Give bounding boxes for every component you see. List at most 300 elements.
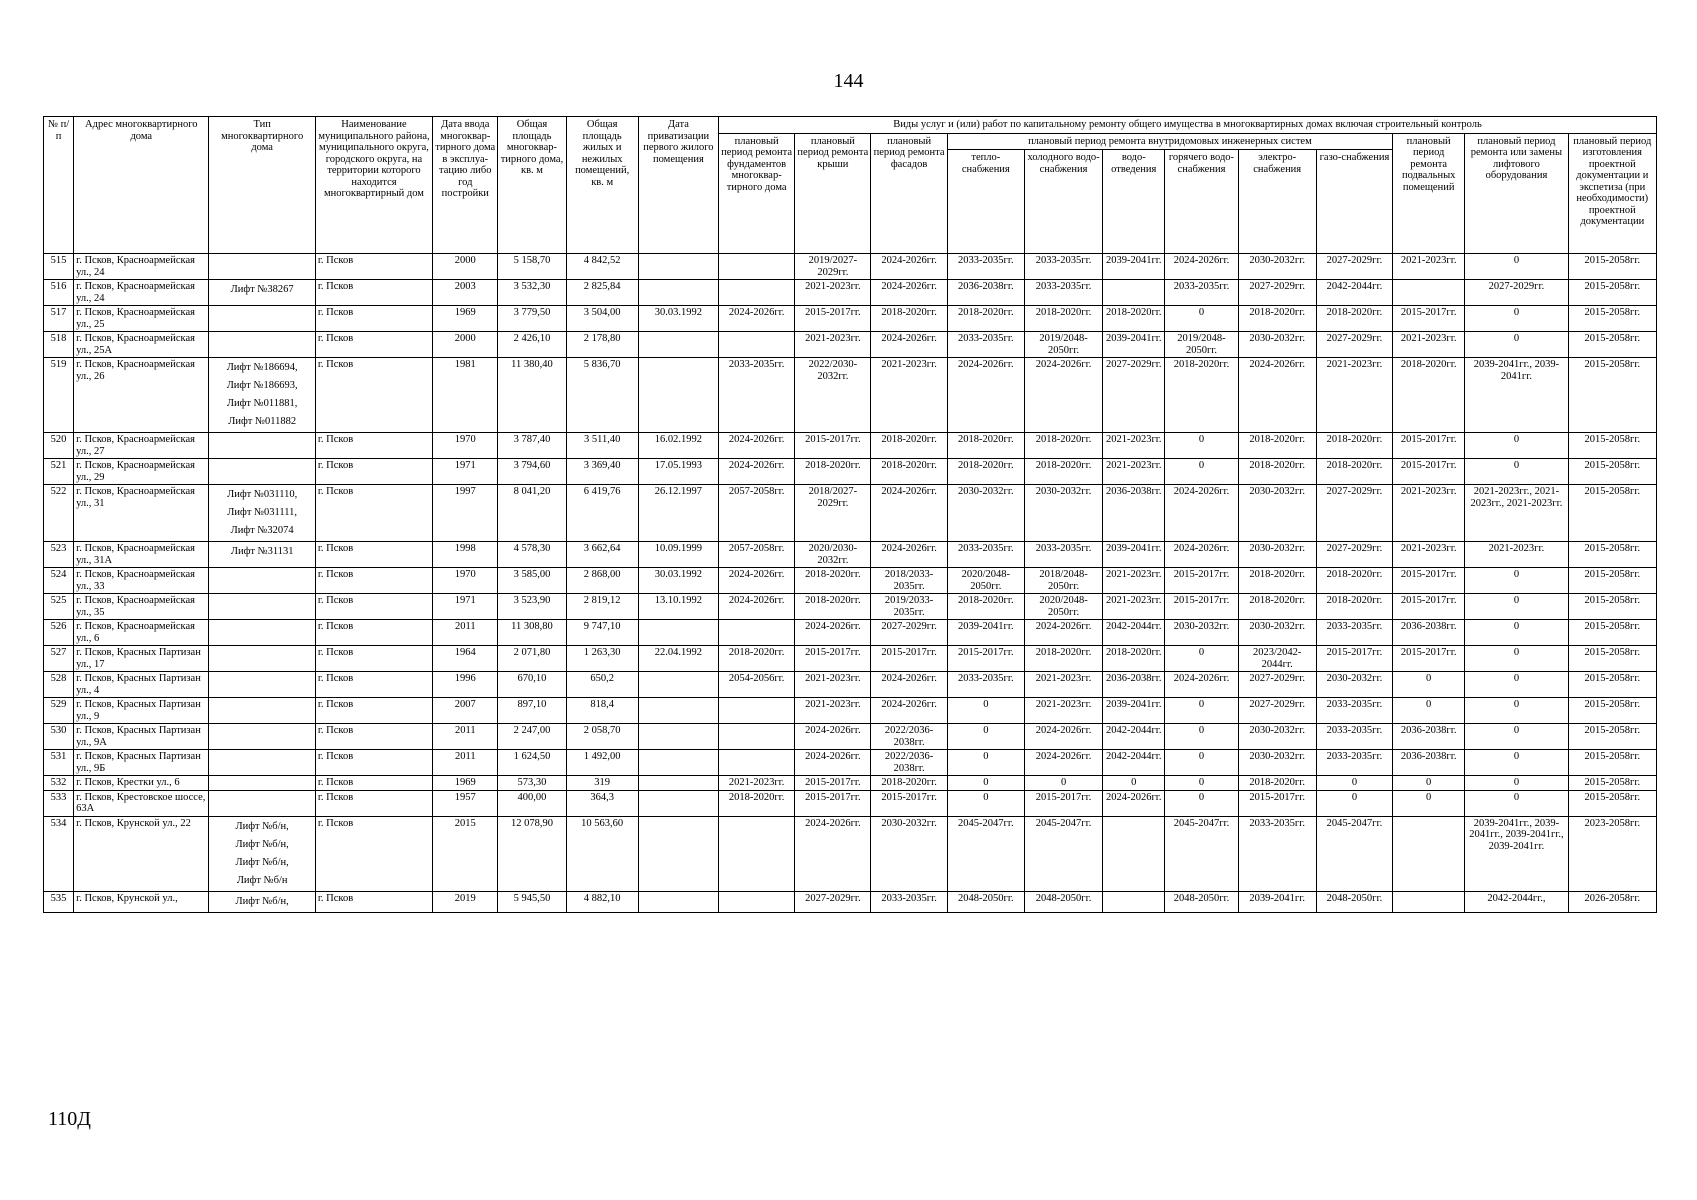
foundation-cell: 2024-2026гг. [719, 594, 795, 620]
cold-water-cell: 2033-2035гг. [1024, 280, 1102, 306]
address-cell: г. Псков, Красноармейская ул., 31А [74, 542, 209, 568]
sewer-cell: 2021-2023гг. [1103, 459, 1165, 485]
municipality-cell: г. Псков [315, 594, 432, 620]
municipality-cell: г. Псков [315, 254, 432, 280]
lift-entry: Лифт №031111, [227, 507, 298, 518]
facade-cell: 2024-2026гг. [871, 332, 947, 358]
gas-supply-cell: 2027-2029гг. [1316, 485, 1392, 542]
residential-area-cell: 3 511,40 [566, 433, 638, 459]
electric-supply-cell: 2027-2029гг. [1238, 280, 1316, 306]
heat-supply-cell: 2018-2020гг. [947, 306, 1024, 332]
lift-entry: Лифт №б/н [236, 874, 288, 886]
roof-cell: 2024-2026гг. [795, 620, 871, 646]
lift-entry: Лифт №б/н, [235, 820, 289, 832]
roof-cell: 2021-2023гг. [795, 672, 871, 698]
municipality-cell: г. Псков [315, 459, 432, 485]
hot-water-cell: 2015-2017гг. [1165, 594, 1238, 620]
residential-area-cell: 3 369,40 [566, 459, 638, 485]
header-municipality: Наименование муниципального района, муниципального округа, городского округа, на территории которого находится многоквартирный дом [315, 117, 432, 254]
gas-supply-cell: 2033-2035гг. [1316, 698, 1392, 724]
facade-cell: 2018-2020гг. [871, 776, 947, 791]
privatization-date-cell [638, 891, 718, 912]
municipality-cell: г. Псков [315, 698, 432, 724]
row-number: 529 [44, 698, 74, 724]
elevator-cell: 0 [1465, 724, 1568, 750]
cold-water-cell: 2018-2020гг. [1024, 306, 1102, 332]
sewer-cell: 2021-2023гг. [1103, 568, 1165, 594]
cold-water-cell: 2018/2048-2050гг. [1024, 568, 1102, 594]
address-cell: г. Псков, Красноармейская ул., 25 [74, 306, 209, 332]
total-area-cell: 2 247,00 [498, 724, 566, 750]
heat-supply-cell: 2033-2035гг. [947, 672, 1024, 698]
table-row [44, 280, 1657, 306]
facade-cell: 2024-2026гг. [871, 698, 947, 724]
hot-water-cell: 0 [1165, 646, 1238, 672]
address-cell: г. Псков, Красноармейская ул., 35 [74, 594, 209, 620]
foundation-cell [719, 280, 795, 306]
privatization-date-cell [638, 332, 718, 358]
row-number: 531 [44, 750, 74, 776]
hot-water-cell: 0 [1165, 433, 1238, 459]
documentation-cell: 2015-2058гг. [1568, 750, 1656, 776]
privatization-date-cell [638, 672, 718, 698]
privatization-date-cell: 30.03.1992 [638, 568, 718, 594]
hot-water-cell: 2024-2026гг. [1165, 254, 1238, 280]
documentation-cell: 2026-2058гг. [1568, 891, 1656, 912]
sewer-cell: 2039-2041гг. [1103, 542, 1165, 568]
commission-year-cell: 2015 [433, 816, 498, 891]
documentation-cell: 2023-2058гг. [1568, 816, 1656, 891]
address-cell: г. Псков, Крестки ул., 6 [74, 776, 209, 791]
commission-year-cell: 2011 [433, 724, 498, 750]
basement-cell: 0 [1393, 776, 1465, 791]
row-number: 515 [44, 254, 74, 280]
privatization-date-cell [638, 358, 718, 433]
house-type-cell [209, 542, 315, 568]
commission-year-cell: 2011 [433, 750, 498, 776]
residential-area-cell: 9 747,10 [566, 620, 638, 646]
foundation-cell: 2057-2058гг. [719, 485, 795, 542]
municipality-cell: г. Псков [315, 646, 432, 672]
address-cell: г. Псков, Красноармейская ул., 24 [74, 280, 209, 306]
hot-water-cell: 0 [1165, 776, 1238, 791]
elevator-cell: 0 [1465, 620, 1568, 646]
sewer-cell: 2036-2038гг. [1103, 672, 1165, 698]
elevator-cell: 0 [1465, 594, 1568, 620]
commission-year-cell: 2000 [433, 332, 498, 358]
total-area-cell: 12 078,90 [498, 816, 566, 891]
house-type-cell [209, 594, 315, 620]
municipality-cell: г. Псков [315, 776, 432, 791]
residential-area-cell: 319 [566, 776, 638, 791]
header-elevator: плановый период ремонта или замены лифтового оборудования [1465, 133, 1568, 254]
privatization-date-cell [638, 280, 718, 306]
roof-cell: 2020/2030-2032гг. [795, 542, 871, 568]
sewer-cell: 2039-2041гг. [1103, 698, 1165, 724]
heat-supply-cell: 2015-2017гг. [947, 646, 1024, 672]
gas-supply-cell: 2033-2035гг. [1316, 750, 1392, 776]
cold-water-cell: 2020/2048-2050гг. [1024, 594, 1102, 620]
address-cell: г. Псков, Красноармейская ул., 27 [74, 433, 209, 459]
address-cell: г. Псков, Красных Партизан ул., 9 [74, 698, 209, 724]
sewer-cell: 2042-2044гг. [1103, 750, 1165, 776]
foundation-cell: 2024-2026гг. [719, 459, 795, 485]
total-area-cell: 670,10 [498, 672, 566, 698]
header-systems-group: плановый период ремонта внутридомовых инженерных систем [947, 133, 1392, 150]
roof-cell: 2015-2017гг. [795, 306, 871, 332]
heat-supply-cell: 0 [947, 724, 1024, 750]
row-number: 530 [44, 724, 74, 750]
municipality-cell: г. Псков [315, 358, 432, 433]
roof-cell: 2024-2026гг. [795, 816, 871, 891]
privatization-date-cell: 17.05.1993 [638, 459, 718, 485]
privatization-date-cell [638, 254, 718, 280]
roof-cell: 2018-2020гг. [795, 568, 871, 594]
facade-cell: 2018-2020гг. [871, 306, 947, 332]
gas-supply-cell: 2021-2023гг. [1316, 358, 1392, 433]
house-type-cell [209, 724, 315, 750]
municipality-cell: г. Псков [315, 542, 432, 568]
privatization-date-cell [638, 620, 718, 646]
basement-cell: 2036-2038гг. [1393, 750, 1465, 776]
gas-supply-cell: 0 [1316, 776, 1392, 791]
electric-supply-cell: 2027-2029гг. [1238, 672, 1316, 698]
electric-supply-cell: 2030-2032гг. [1238, 254, 1316, 280]
commission-year-cell: 2000 [433, 254, 498, 280]
elevator-cell: 2021-2023гг. [1465, 542, 1568, 568]
gas-supply-cell: 2018-2020гг. [1316, 459, 1392, 485]
hot-water-cell: 0 [1165, 724, 1238, 750]
table-row [44, 750, 1657, 776]
documentation-cell: 2015-2058гг. [1568, 776, 1656, 791]
sewer-cell: 0 [1103, 776, 1165, 791]
table-row [44, 485, 1657, 542]
header-heat: тепло-снабжения [947, 150, 1024, 254]
basement-cell: 0 [1393, 672, 1465, 698]
sewer-cell [1103, 280, 1165, 306]
basement-cell: 2021-2023гг. [1393, 485, 1465, 542]
total-area-cell: 400,00 [498, 790, 566, 816]
electric-supply-cell: 2018-2020гг. [1238, 459, 1316, 485]
basement-cell: 2015-2017гг. [1393, 433, 1465, 459]
lift-entry: Лифт №32074 [230, 525, 294, 536]
privatization-date-cell: 22.04.1992 [638, 646, 718, 672]
house-type-cell [209, 891, 315, 912]
cold-water-cell: 2024-2026гг. [1024, 358, 1102, 433]
electric-supply-cell: 2030-2032гг. [1238, 750, 1316, 776]
house-type-cell [209, 433, 315, 459]
facade-cell: 2030-2032гг. [871, 816, 947, 891]
commission-year-cell: 1997 [433, 485, 498, 542]
gas-supply-cell: 2045-2047гг. [1316, 816, 1392, 891]
total-area-cell: 4 578,30 [498, 542, 566, 568]
heat-supply-cell: 2018-2020гг. [947, 433, 1024, 459]
basement-cell: 2015-2017гг. [1393, 459, 1465, 485]
house-type-cell [209, 750, 315, 776]
table-row [44, 433, 1657, 459]
foundation-cell: 2024-2026гг. [719, 433, 795, 459]
house-type-cell [209, 568, 315, 594]
table-row [44, 332, 1657, 358]
elevator-cell: 0 [1465, 332, 1568, 358]
row-number: 525 [44, 594, 74, 620]
commission-year-cell: 1969 [433, 306, 498, 332]
elevator-cell: 2039-2041гг., 2039-2041гг. [1465, 358, 1568, 433]
documentation-cell: 2015-2058гг. [1568, 568, 1656, 594]
heat-supply-cell: 2018-2020гг. [947, 594, 1024, 620]
house-type-cell [209, 698, 315, 724]
cold-water-cell: 2018-2020гг. [1024, 646, 1102, 672]
documentation-cell: 2015-2058гг. [1568, 306, 1656, 332]
cold-water-cell: 2019/2048-2050гг. [1024, 332, 1102, 358]
lift-entry: Лифт №186693, [226, 380, 298, 391]
lift-entry: Лифт №б/н, [235, 838, 289, 850]
address-cell: г. Псков, Красноармейская ул., 26 [74, 358, 209, 433]
row-number: 520 [44, 433, 74, 459]
foundation-cell: 2033-2035гг. [719, 358, 795, 433]
facade-cell: 2018/2033-2035гг. [871, 568, 947, 594]
residential-area-cell: 5 836,70 [566, 358, 638, 433]
privatization-date-cell [638, 750, 718, 776]
total-area-cell: 8 041,20 [498, 485, 566, 542]
house-type-cell [209, 459, 315, 485]
total-area-cell: 3 523,90 [498, 594, 566, 620]
documentation-cell: 2015-2058гг. [1568, 620, 1656, 646]
row-number: 522 [44, 485, 74, 542]
sewer-cell: 2036-2038гг. [1103, 485, 1165, 542]
gas-supply-cell: 2033-2035гг. [1316, 620, 1392, 646]
facade-cell: 2027-2029гг. [871, 620, 947, 646]
documentation-cell: 2015-2058гг. [1568, 459, 1656, 485]
facade-cell: 2015-2017гг. [871, 790, 947, 816]
hot-water-cell: 0 [1165, 698, 1238, 724]
foundation-cell [719, 724, 795, 750]
lift-entry: Лифт №011882 [228, 416, 297, 427]
residential-area-cell: 2 819,12 [566, 594, 638, 620]
header-basement: плановый период ремонта подвальных помещений [1393, 133, 1465, 254]
house-type-cell [209, 620, 315, 646]
sewer-cell: 2024-2026гг. [1103, 790, 1165, 816]
row-number: 518 [44, 332, 74, 358]
address-cell: г. Псков, Красноармейская ул., 31 [74, 485, 209, 542]
table-body [44, 254, 1657, 913]
house-type-cell [209, 485, 315, 542]
house-type-cell [209, 776, 315, 791]
elevator-cell: 0 [1465, 646, 1568, 672]
house-type-cell [209, 254, 315, 280]
total-area-cell: 3 787,40 [498, 433, 566, 459]
header-privatization-date: Дата приватизации первого жилого помещения [638, 117, 718, 254]
electric-supply-cell: 2024-2026гг. [1238, 358, 1316, 433]
sewer-cell: 2021-2023гг. [1103, 433, 1165, 459]
elevator-cell: 0 [1465, 776, 1568, 791]
basement-cell: 2021-2023гг. [1393, 254, 1465, 280]
table-row [44, 646, 1657, 672]
electric-supply-cell: 2030-2032гг. [1238, 620, 1316, 646]
basement-cell [1393, 891, 1465, 912]
roof-cell: 2024-2026гг. [795, 724, 871, 750]
electric-supply-cell: 2027-2029гг. [1238, 698, 1316, 724]
hot-water-cell: 0 [1165, 459, 1238, 485]
lift-entry: Лифт №б/н, [235, 856, 289, 868]
row-number: 532 [44, 776, 74, 791]
row-number: 528 [44, 672, 74, 698]
hot-water-cell: 0 [1165, 750, 1238, 776]
residential-area-cell: 4 882,10 [566, 891, 638, 912]
table-row [44, 459, 1657, 485]
header-foundation: плановый период ремонта фундаментов многоквар-тирного дома [719, 133, 795, 254]
gas-supply-cell: 2018-2020гг. [1316, 568, 1392, 594]
cold-water-cell: 2021-2023гг. [1024, 698, 1102, 724]
address-cell: г. Псков, Крунской ул., 22 [74, 816, 209, 891]
gas-supply-cell: 2018-2020гг. [1316, 594, 1392, 620]
roof-cell: 2021-2023гг. [795, 332, 871, 358]
row-number: 519 [44, 358, 74, 433]
address-cell: г. Псков, Красных Партизан ул., 9Б [74, 750, 209, 776]
heat-supply-cell: 2033-2035гг. [947, 542, 1024, 568]
sewer-cell: 2042-2044гг. [1103, 620, 1165, 646]
residential-area-cell: 2 825,84 [566, 280, 638, 306]
house-type-cell [209, 646, 315, 672]
row-number: 534 [44, 816, 74, 891]
elevator-cell: 0 [1465, 672, 1568, 698]
privatization-date-cell [638, 776, 718, 791]
electric-supply-cell: 2018-2020гг. [1238, 306, 1316, 332]
hot-water-cell: 2019/2048-2050гг. [1165, 332, 1238, 358]
residential-area-cell: 10 563,60 [566, 816, 638, 891]
total-area-cell: 2 426,10 [498, 332, 566, 358]
cold-water-cell: 2018-2020гг. [1024, 433, 1102, 459]
commission-year-cell: 1969 [433, 776, 498, 791]
total-area-cell: 5 158,70 [498, 254, 566, 280]
documentation-cell: 2015-2058гг. [1568, 433, 1656, 459]
commission-year-cell: 1996 [433, 672, 498, 698]
table-row [44, 358, 1657, 433]
sewer-cell: 2042-2044гг. [1103, 724, 1165, 750]
heat-supply-cell: 2018-2020гг. [947, 459, 1024, 485]
row-number: 527 [44, 646, 74, 672]
residential-area-cell: 1 263,30 [566, 646, 638, 672]
documentation-cell: 2015-2058гг. [1568, 280, 1656, 306]
facade-cell: 2024-2026гг. [871, 280, 947, 306]
basement-cell: 2021-2023гг. [1393, 542, 1465, 568]
foundation-cell: 2024-2026гг. [719, 568, 795, 594]
municipality-cell: г. Псков [315, 750, 432, 776]
sewer-cell: 2018-2020гг. [1103, 306, 1165, 332]
documentation-cell: 2015-2058гг. [1568, 358, 1656, 433]
documentation-cell: 2015-2058гг. [1568, 594, 1656, 620]
hot-water-cell: 2018-2020гг. [1165, 358, 1238, 433]
heat-supply-cell: 0 [947, 790, 1024, 816]
privatization-date-cell: 10.09.1999 [638, 542, 718, 568]
roof-cell: 2015-2017гг. [795, 433, 871, 459]
electric-supply-cell: 2015-2017гг. [1238, 790, 1316, 816]
residential-area-cell: 1 492,00 [566, 750, 638, 776]
privatization-date-cell: 26.12.1997 [638, 485, 718, 542]
lift-entry: Лифт №31131 [230, 546, 294, 557]
hot-water-cell: 0 [1165, 790, 1238, 816]
header-cold-water: холодного водо-снабжения [1024, 150, 1102, 254]
header-hot-water: горячего водо-снабжения [1165, 150, 1238, 254]
privatization-date-cell: 30.03.1992 [638, 306, 718, 332]
address-cell: г. Псков, Красноармейская ул., 6 [74, 620, 209, 646]
foundation-cell: 2054-2056гг. [719, 672, 795, 698]
residential-area-cell: 2 178,80 [566, 332, 638, 358]
heat-supply-cell: 2033-2035гг. [947, 332, 1024, 358]
house-type-cell [209, 790, 315, 816]
header-address: Адрес многоквартирного дома [74, 117, 209, 254]
address-cell: г. Псков, Красноармейская ул., 24 [74, 254, 209, 280]
roof-cell: 2022/2030-2032гг. [795, 358, 871, 433]
gas-supply-cell: 2033-2035гг. [1316, 724, 1392, 750]
electric-supply-cell: 2023/2042-2044гг. [1238, 646, 1316, 672]
table-row [44, 698, 1657, 724]
municipality-cell: г. Псков [315, 790, 432, 816]
roof-cell: 2015-2017гг. [795, 646, 871, 672]
hot-water-cell: 0 [1165, 306, 1238, 332]
residential-area-cell: 2 058,70 [566, 724, 638, 750]
foundation-cell [719, 620, 795, 646]
cold-water-cell: 2024-2026гг. [1024, 620, 1102, 646]
lift-entry: Лифт №031110, [227, 489, 298, 500]
sewer-cell: 2027-2029гг. [1103, 358, 1165, 433]
gas-supply-cell: 2030-2032гг. [1316, 672, 1392, 698]
total-area-cell: 3 585,00 [498, 568, 566, 594]
table-row [44, 568, 1657, 594]
electric-supply-cell: 2018-2020гг. [1238, 568, 1316, 594]
roof-cell: 2024-2026гг. [795, 750, 871, 776]
foundation-cell: 2021-2023гг. [719, 776, 795, 791]
gas-supply-cell: 2042-2044гг. [1316, 280, 1392, 306]
cold-water-cell: 2033-2035гг. [1024, 254, 1102, 280]
gas-supply-cell: 2018-2020гг. [1316, 306, 1392, 332]
header-type: Тип многоквартирного дома [209, 117, 315, 254]
heat-supply-cell: 0 [947, 698, 1024, 724]
cold-water-cell: 2048-2050гг. [1024, 891, 1102, 912]
facade-cell: 2024-2026гг. [871, 672, 947, 698]
total-area-cell: 2 071,80 [498, 646, 566, 672]
house-type-cell [209, 332, 315, 358]
foundation-cell: 2018-2020гг. [719, 646, 795, 672]
commission-year-cell: 1981 [433, 358, 498, 433]
residential-area-cell: 818,4 [566, 698, 638, 724]
municipality-cell: г. Псков [315, 433, 432, 459]
table-row [44, 254, 1657, 280]
municipality-cell: г. Псков [315, 485, 432, 542]
header-total-area: Общая площадь многоквар-тирного дома, кв. м [498, 117, 566, 254]
elevator-cell: 0 [1465, 254, 1568, 280]
heat-supply-cell: 2020/2048-2050гг. [947, 568, 1024, 594]
header-electric: электро-снабжения [1238, 150, 1316, 254]
header-docs: плановый период изготовления проектной документации и экспетиза (при необходимости) проектной документации [1568, 133, 1656, 254]
cold-water-cell: 2015-2017гг. [1024, 790, 1102, 816]
commission-year-cell: 1970 [433, 433, 498, 459]
basement-cell: 2015-2017гг. [1393, 646, 1465, 672]
total-area-cell: 3 794,60 [498, 459, 566, 485]
row-number: 535 [44, 891, 74, 912]
heat-supply-cell: 2024-2026гг. [947, 358, 1024, 433]
foundation-cell [719, 254, 795, 280]
cold-water-cell: 2045-2047гг. [1024, 816, 1102, 891]
row-number: 524 [44, 568, 74, 594]
basement-cell [1393, 816, 1465, 891]
municipality-cell: г. Псков [315, 724, 432, 750]
municipality-cell: г. Псков [315, 816, 432, 891]
page-number: 144 [833, 70, 864, 92]
lift-entry: Лифт №б/н, [235, 895, 289, 907]
foundation-cell: 2018-2020гг. [719, 790, 795, 816]
elevator-cell: 2039-2041гг., 2039-2041гг., 2039-2041гг., 2039-2041гг. [1465, 816, 1568, 891]
